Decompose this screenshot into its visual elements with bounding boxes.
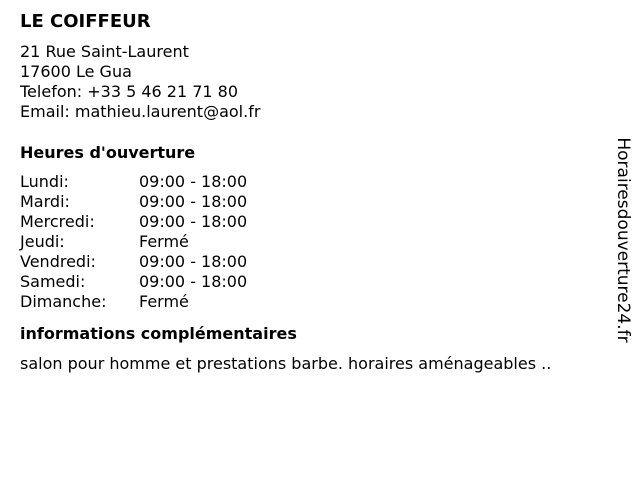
hours-value: 09:00 - 18:00 <box>139 252 248 271</box>
hours-row-thursday <box>20 232 610 252</box>
site-watermark: Horairesdouverture24.fr <box>613 137 633 343</box>
hours-value: 09:00 - 18:00 <box>139 272 248 291</box>
day-label: Vendredi: <box>20 252 96 271</box>
day-label: Mercredi: <box>20 212 95 231</box>
additional-info-text: salon pour homme et prestations barbe. horaires aménageables .. <box>20 354 552 373</box>
hours-value: Fermé <box>139 292 189 311</box>
hours-value: 09:00 - 18:00 <box>139 192 248 211</box>
address-street: 21 Rue Saint-Laurent <box>20 42 189 61</box>
day-label: Dimanche: <box>20 292 107 311</box>
opening-hours-table <box>20 172 610 312</box>
hours-row-friday <box>20 252 610 272</box>
address-block <box>20 42 610 122</box>
email-address: Email: mathieu.laurent@aol.fr <box>20 102 261 121</box>
additional-info-title: informations complémentaires <box>20 324 297 343</box>
day-label: Mardi: <box>20 192 70 211</box>
hours-value: 09:00 - 18:00 <box>139 212 248 231</box>
hours-row-tuesday <box>20 192 610 212</box>
hours-value: Fermé <box>139 232 189 251</box>
hours-row-saturday <box>20 272 610 292</box>
opening-hours-title: Heures d'ouverture <box>20 143 196 162</box>
hours-row-monday <box>20 172 610 192</box>
address-city: 17600 Le Gua <box>20 62 132 81</box>
hours-row-wednesday <box>20 212 610 232</box>
day-label: Samedi: <box>20 272 86 291</box>
day-label: Lundi: <box>20 172 69 191</box>
phone-number: Telefon: +33 5 46 21 71 80 <box>20 82 239 101</box>
business-name: LE COIFFEUR <box>20 11 151 32</box>
day-label: Jeudi: <box>20 232 65 251</box>
business-card <box>20 11 610 374</box>
hours-value: 09:00 - 18:00 <box>139 172 248 191</box>
hours-row-sunday <box>20 292 610 312</box>
